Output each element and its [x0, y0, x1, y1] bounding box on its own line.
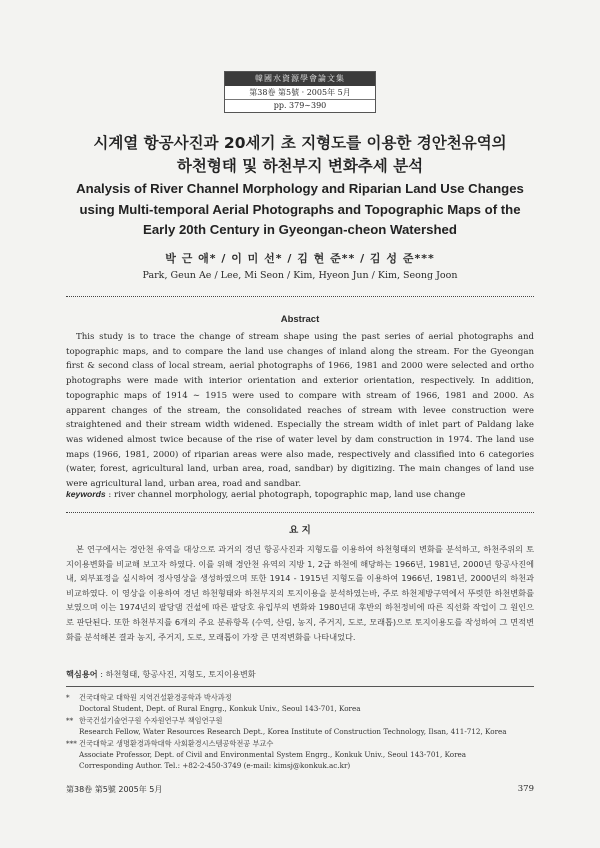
- title-english-line1: Analysis of River Channel Morphology and Riparian Land Use Changes: [76, 181, 524, 196]
- authors-english: Park, Geun Ae / Lee, Mi Seon / Kim, Hyeon Jun / Kim, Seong Joon: [142, 270, 458, 281]
- divider-dotted: [66, 512, 534, 513]
- keywords-korean-line: [66, 669, 534, 680]
- footnote-2: [66, 715, 534, 737]
- keywords-korean-list: : 하천형태, 항공사진, 지형도, 토지이용변화: [97, 669, 256, 679]
- footnote-affiliation-en: Doctoral Student, Dept. of Rural Engrg., Konkuk Univ., Seoul 143-701, Korea: [79, 704, 361, 713]
- footnote-1: [66, 692, 534, 714]
- page-number: 379: [517, 784, 534, 794]
- keywords-line: [66, 489, 534, 500]
- footnote-3: [66, 738, 534, 771]
- keywords-korean-label: 핵심용어: [66, 669, 98, 679]
- footnote-affiliation-en: Research Fellow, Water Resources Research Dept., Korea Institute of Construction Technology, Ilsan, 411-712, Korea: [79, 727, 507, 736]
- footnote-mark: ***: [66, 739, 77, 748]
- title-korean-line1: 시계열 항공사진과 20세기 초 지형도를 이용한 경안천유역의: [93, 134, 507, 152]
- footnote-affiliation-ko: 건국대학교 생명환경과학대학 사회환경시스템공학전공 부교수: [79, 739, 274, 748]
- keywords-label: keywords: [66, 489, 106, 499]
- keywords-list: : river channel morphology, aerial photograph, topographic map, land use change: [105, 490, 466, 500]
- journal-name: 韓國水資源學會論文集: [225, 72, 375, 86]
- journal-pages: pp. 379∼390: [273, 101, 327, 110]
- authors-korean: 박 근 애* / 이 미 선* / 김 현 준** / 김 성 준***: [165, 252, 435, 265]
- title-korean-line2: 하천형태 및 하천부지 변화추세 분석: [176, 157, 424, 175]
- yoji-text: 본 연구에서는 경안천 유역을 대상으로 과거의 경년 항공사진과 지형도를 이용하여 하천형태의 변화를 분석하고, 하천주위의 토지이용변화를 비교해 보고자 하였다. 이를 위해 경안천 유역의 지방 1, 2급 하천에 해당하는 1966년, 1981년, 2000년 항공사진에 내, 외부표정을 실시하여 정사영상을 생성하였으며 또한 1914 - 1915년 지형도를 이용하여 1966년, 1981년, 2000년의 하천과 비교하였다. 이 영상을 이용하여 경년 하천형태와 하천부지의 토지이용을 분석하였는바, 주로 하천제방구역에서 뚜렷한 하천변화를 보였으며 이는 1974년의 팔당댐 건설에 따른 팔당호 유입부의 변화와 1980년대 후반의 하천정비에 따른 직선화 작업이 그 원인으로 판단된다. 또한 하천부지를 6개의 주요 분류항목 (수역, 산림, 농지, 주거지, 도로, 모래톱)으로 토지이용도를 작성하여 그 면적변화를 분석해본 결과 농지, 주거지, 도로, 모래톱이 가장 큰 면적변화를 나타내었다.: [66, 544, 534, 642]
- footnote-rule: [66, 686, 534, 687]
- journal-volume: 第38卷 第5號 · 2005年 5月: [225, 86, 375, 100]
- abstract-heading: Abstract: [280, 314, 320, 325]
- footnote-affiliation-ko: 한국건설기술연구원 수자원연구부 책임연구원: [79, 716, 223, 725]
- abstract-text: This study is to trace the change of stream shape using the past series of aerial photographs and topographic maps, and to compare the land use changes of inland along the stream. For the Gyeongan first & second class of local stream, aerial photographs of 1966, 1981 and 2000 were selected and ortho photographs were made with interior orientation and exterior orientation, respectively. In addition, topographic maps of 1914 ∼ 1915 were used to compare with stream of 1966, 1981 and 2000. As apparent changes of the stream, the consolidated reaches of stream with levee construction were straightened and their stream width widened. Especially the stream width of inlet part of Paldang lake was widened almost twice because of the rise of water level by dam construction in 1974. The land use maps (1966, 1981, 2000) of riparian areas were also made, respectively and classified into 6 categories (water, forest, agricultural land, urban area, road, sandbar) by digitizing. The main changes of land use were agricultural land, urban area, road and sandbar.: [66, 332, 534, 490]
- footnote-corresponding: Corresponding Author. Tel.: +82-2-450-3749 (e-mail: kimsj@konkuk.ac.kr): [79, 761, 351, 770]
- footer-journal-issue: 第38卷 第5號 2005年 5月: [66, 785, 163, 794]
- footnote-affiliation-ko: 건국대학교 대학원 지역건설환경공학과 박사과정: [79, 693, 232, 702]
- journal-header-box: [224, 71, 376, 113]
- title-english-line2: using Multi-temporal Aerial Photographs and Topographic Maps of the: [79, 202, 521, 217]
- divider-dotted: [66, 296, 534, 297]
- footnote-mark: *: [66, 693, 70, 702]
- yoji-heading: 요 지: [289, 525, 311, 536]
- footnote-mark: **: [66, 716, 74, 725]
- footnote-affiliation-en: Associate Professor, Dept. of Civil and Environmental System Engrg., Konkuk Univ., Seoul 143-701, Korea: [79, 750, 467, 759]
- title-english-line3: Early 20th Century in Gyeongan-cheon Watershed: [143, 222, 457, 237]
